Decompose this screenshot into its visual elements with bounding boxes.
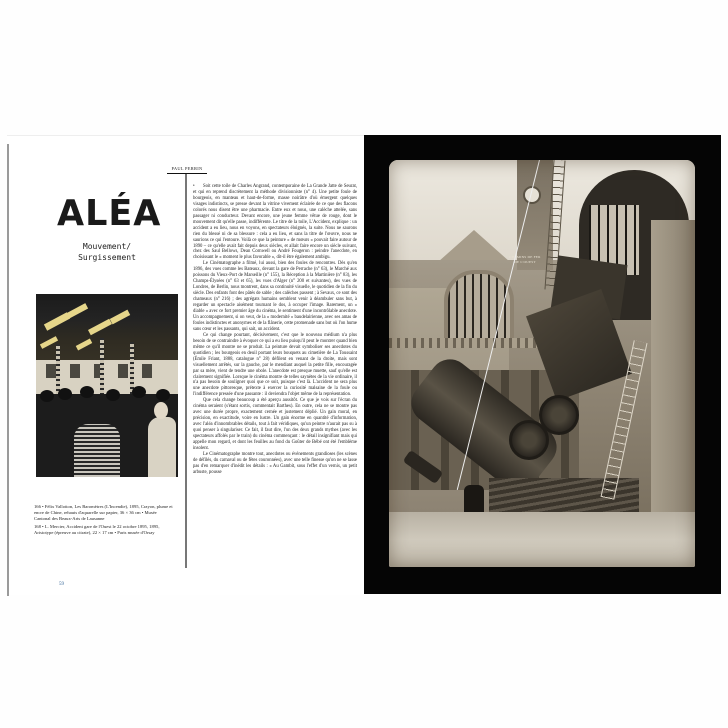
page-edge xyxy=(7,144,9,596)
vallotton-illustration xyxy=(36,294,178,477)
window xyxy=(118,364,128,378)
window xyxy=(142,364,152,378)
paragraph: Que cela change beaucoup a été aperçu aussitôt. Ce que je vois sur l'écran du cinéma seraient (s'étant sortis, commentait Barthes). En outre, cela ne se montre pas avec une durée propre, exactement cernée et justement déplié. Un gain moral, en précision, en exactitude, voire en lustre. Un gain énorme en quantité d'information, avec l'aléa d'innombrables détails, tout à fait véridiques, qu'un peintre n'aurait pas su à quoi penser à singulariser. Ce fait, il faut dire, l'un des deux grands mythes (avec les spectateurs affolés par le train) du cinéma commençant : le détail insignifiant mais qui appelle mon regard, et dont les feuilles au fond du Goûter de Bébé ont été l'emblème insolent. xyxy=(193,398,357,451)
caption-166: 166 • Félix Vallotton, Les Baromètres (L'Incendie), 1895, Crayon, plume et encre de Chine, rehauts d'aquarelle sur papier, 36 × 36 cm • Musée Cantonal des Beaux-Arts de Lausanne xyxy=(34,504,173,521)
body-text xyxy=(193,184,357,476)
checked-coat-figure xyxy=(74,424,120,477)
cobblestone-ground xyxy=(389,512,695,567)
caption-number: 168 xyxy=(34,524,41,529)
figure-face xyxy=(154,402,168,419)
window xyxy=(70,364,80,378)
subtitle-line-1: Mouvement/ xyxy=(82,242,132,251)
crowd-head xyxy=(58,388,72,400)
station-pillar xyxy=(651,220,695,550)
running-head: PAUL PERRIN xyxy=(167,166,207,174)
left-page xyxy=(7,135,364,595)
ladder-shape xyxy=(56,344,60,394)
paragraph: Le Cinématographe montre tout, anecdotes ou événements grandioses (les scènes de défilés, du carnaval ou de fêtes couronnées), avec une telle finesse qu'on ne se lasse pas d'en remarquer d'inédit les détails : « Au Gambit, sous l'effet d'un vernis, un petit arbuste, pousse xyxy=(193,451,357,475)
caption-text: L. Mercier, Accident gare de l'Ouest le 22 octobre 1895, 1895, Aristotype (épreuve au citrate), 22 × 17 cm • Paris musée d'Orsay xyxy=(34,524,160,535)
crowd-head xyxy=(132,386,146,398)
book-spread xyxy=(7,135,721,594)
light-coat-figure xyxy=(148,417,176,477)
wheel-shape xyxy=(539,395,579,435)
window xyxy=(46,364,56,378)
crowd-head xyxy=(80,386,94,398)
caption-text: Félix Vallotton, Les Baromètres (L'Incendie), 1895, Crayon, plume et encre de Chine, rehauts d'aquarelle sur papier, 36 × 36 cm • Musée Cantonal des Beaux-Arts de Lausanne xyxy=(34,504,173,521)
right-page xyxy=(364,135,721,594)
caption-number: 166 xyxy=(34,504,41,509)
train-wreck-photo xyxy=(389,160,695,567)
chapter-title: ALÉA xyxy=(57,193,162,235)
page-number: 59 xyxy=(59,582,64,587)
crowd-head xyxy=(106,389,120,401)
station-sign: CHEMINS DE FER DE L'OUEST xyxy=(509,255,541,264)
paragraph: • Soit cette toile de Charles Angrand, contemporaine de La Grande Jatte de Seurat, et qui en reprend discrètement la méthode divisionniste (n° 4). Une petite foule de bourgeois, en manteau et haut-de-forme, masse noirâtre d'où émergent quelques visages indistincts, se presse devant la vitrine vivement éclairée de ce que des flacons colorés nous disent être une pharmacie. Entre eux et nous, une calèche attelée, sans passager ni conducteur. Devant encore, une jeune femme vêtue de rouge, dont le mouvement dit qu'elle passe, indifférente. Le titre de la toile, L'Accident, explique : un accident a eu lieu, nous en voyons, en spectateurs éloignés, la suite. Nous ne saurons rien du blessé ni de sa blessure : cela a eu lieu, et sans la titre de l'œuvre, nous ne saurions ce qui l'entoure. Voilà ce que la peinture « de mœurs » pouvait faire autour de 1890 – ce qu'elle avait fait depuis deux siècles, et allait faire encore un siècle suivant, chez des Saul Bellows, Dean Cornwell ou André Fougeron : peindre l'anecdote, en choisissant le « moment le plus favorable », dit-il être également ambigu. xyxy=(193,184,357,261)
bullet-marker: • xyxy=(193,184,195,189)
column-rule xyxy=(185,174,187,568)
station-arched-window xyxy=(444,270,514,348)
crowd-head xyxy=(40,390,54,402)
paragraph: Le Cinématographe a filmé, lui aussi, bien des foules de rencontres. Dès qu'en 1896, des vues comme les Bateaux, devant la gare de Perrache (n° 63), le Marché aux poissons du Vieux-Port de Marseille (n° 155), la Réception à la Martinière (n° 83), les Champs-Élysées (n° 63 et 65), les vues d'Alger (n° 200 et suivantes), des vues de Londres, de Berlin, nous montrent, dans sa continuité visuelle, le quotidien de la fin du siècle. Des enfants font des pâtés de sable ; des calèches passent ; à Sevaux, ce sont des chameaux (n° 216) ; des agrégats humains semblent venir à déambuler sans but, à regarder un spectacle aisément tournant le dos, à occuper l'image. Rarement, un « diable » avec ce fort premier âge du cinéma, le sentiment d'une incontrôlable anecdote. Un accompagnement, si on veut, de la « modernité » baudelairienne, avec ses amas de foules indistinctes et anonymes et de la flânerie, cette promenade sans but où l'on hume sans cœur et les passants, qui sait, un accident. xyxy=(193,261,357,332)
crowd-head xyxy=(156,389,170,401)
bystander-figures xyxy=(464,485,484,515)
paragraph: Ce qui change pourtant, décisivement, c'est que le nouveau médium n'a plus besoin de se contraindre à évoquer ce qui a eu lieu puisqu'il peut le montrer quand bien même ce qu'il montre ne se produit. La peinture devait symboliser ses anecdotes du quotidien ; les bourgeois en deuil portant leurs bouquets au cimetière de La Toussaint (Émile Friant, 1888, catalogue n° 28) défilent en venant de la droite, mais sont visuellement arrêtés, sur la gauche, par le mendiant auquel la petite fille, encouragée par sa mère, vient de tendre une obole. L'anecdote est presque muette, sauf qu'elle est clairement signifiée. Lorsque le cinéma montre de telles saynètes de la vie ordinaire, il n'a pas besoin de souligner quoi que ce soit, puisque c'est là. L'accident ne sera plus une anecdote pittoresque, prétexte à exercer la curiosité malsaine de la foule ou l'indifférence pressée d'une passante : il deviendra l'objet même de la représentation. xyxy=(193,332,357,398)
subtitle-line-2: Surgissement xyxy=(78,253,136,262)
ladder-shape xyxy=(100,338,104,394)
caption-168: 168 • L. Mercier, Accident gare de l'Ouest le 22 octobre 1895, 1895, Aristotype (épreuve au citrate), 22 × 17 cm • Paris musée d'Orsay xyxy=(34,524,160,535)
ladder-shape xyxy=(130,342,134,394)
chapter-subtitle xyxy=(37,241,177,263)
